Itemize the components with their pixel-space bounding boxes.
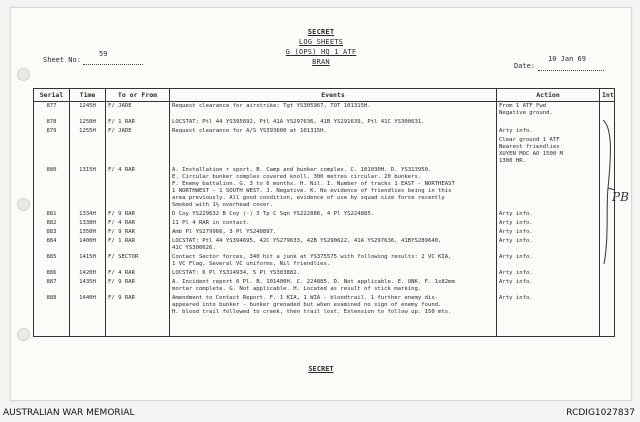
serial-cell: 887: [34, 278, 70, 294]
sheet-no-line: [83, 64, 143, 65]
log-row: [34, 228, 615, 237]
col-action: Action: [497, 89, 600, 102]
log-sheet: [10, 7, 632, 401]
events-cell: Request clearance for airstrike: Tgt YS305967, TOT 101315H.: [170, 102, 497, 119]
initials-annotation: PB: [612, 190, 629, 204]
serial-cell: [34, 136, 70, 166]
action-cell: Arty info.: [497, 269, 600, 278]
col-events: Events: [170, 89, 497, 102]
tofrom-cell: F/ 4 RAR: [106, 166, 170, 210]
events-cell: Request clearance for A/S YS393600 at 101315H.: [170, 127, 497, 136]
col-int: Int: [600, 89, 615, 102]
events-cell: Amendment to Contact Report. F. 1 KIA, 1 WIA - bloodtrail. 1 further enemy dis- appeared into bunker - bunker grenaded but when examined no sign of enemy found. H. blood trail followed to creek, then trail lost. Extension to follow up. 150 mts.: [170, 294, 497, 337]
unit-line: G (OPS) HQ 1 ATF: [285, 48, 357, 56]
tofrom-cell: [106, 136, 170, 166]
archive-credit: AUSTRALIAN WAR MEMORIAL: [3, 408, 135, 418]
action-cell: Arty info.: [497, 278, 600, 294]
events-cell: LOCSTAT: Ptl 44 YS394695, 42C YS279633, 42B YS290622, 41A YS297636, 41BYS289640, 41C YS300626.: [170, 237, 497, 253]
serial-cell: 886: [34, 269, 70, 278]
tofrom-cell: F/ 4 RAR: [106, 219, 170, 228]
action-cell: Arty info.: [497, 253, 600, 269]
tofrom-cell: F/ 9 RAR: [106, 294, 170, 337]
serial-cell: 881: [34, 210, 70, 219]
log-row: [34, 166, 615, 210]
time-cell: 1435H: [70, 278, 106, 294]
events-cell: LOCSTAT: Ptl 44 YS395692, Ptl 41A YS297636, 41B YS291639, Ptl 41C YS300631.: [170, 118, 497, 127]
serial-cell: 888: [34, 294, 70, 337]
tofrom-cell: F/ 9 RAR: [106, 278, 170, 294]
action-cell: Arty info.: [497, 228, 600, 237]
handwritten-brace-annotation: [599, 118, 629, 268]
classification-bottom: SECRET: [308, 365, 334, 373]
log-title: LOG SHEETS: [298, 38, 344, 46]
serial-cell: 878: [34, 118, 70, 127]
events-cell: Contact Sector forces, 340 hit a junk at YS375575 with following results: 2 VC KIA, 1 VC Flag, Several VC uniforms, Nil friendlies.: [170, 253, 497, 269]
events-cell: A. Incident report 6 Pl. B. 101400H. C. 224885. D. Not applicable. E. UNK. F. 1x82mm mortar complete. G. Not applicable. H. Located as result of stick marking.: [170, 278, 497, 294]
events-cell: [170, 136, 497, 166]
serial-cell: 884: [34, 237, 70, 253]
tofrom-cell: F/ SECTOR: [106, 253, 170, 269]
log-table: [33, 88, 615, 337]
action-cell: Arty info.: [497, 210, 600, 219]
serial-cell: 882: [34, 219, 70, 228]
int-cell: [600, 102, 615, 119]
action-cell: [497, 118, 600, 127]
date-label: Date:: [514, 62, 536, 70]
int-cell: [600, 278, 615, 294]
date-value: 10 Jan 69: [548, 55, 586, 63]
sheet-no-label: Sheet No:: [43, 56, 81, 64]
log-row: [34, 118, 615, 127]
log-row: [34, 294, 615, 337]
time-cell: 1415H: [70, 253, 106, 269]
log-row: [34, 219, 615, 228]
table-header-row: [34, 89, 615, 102]
tofrom-cell: F/ 1 RAR: [106, 118, 170, 127]
action-cell: Arty info.: [497, 237, 600, 253]
action-cell: From 1 ATF Fwd Negative ground.: [497, 102, 600, 119]
action-cell: Arty info.: [497, 127, 600, 136]
serial-cell: 879: [34, 127, 70, 136]
action-cell: Arty info.: [497, 219, 600, 228]
tofrom-cell: F/ 9 RAR: [106, 210, 170, 219]
tofrom-cell: F/ 9 RAR: [106, 228, 170, 237]
log-row: [34, 210, 615, 219]
col-time: Time: [70, 89, 106, 102]
time-cell: 1350H: [70, 228, 106, 237]
log-row: [34, 269, 615, 278]
log-row: [34, 278, 615, 294]
int-cell: [600, 294, 615, 337]
tofrom-cell: F/ JADE: [106, 102, 170, 119]
time-cell: 1440H: [70, 294, 106, 337]
events-cell: Amb Pl YS279966, 3 Pl YS240897.: [170, 228, 497, 237]
time-cell: 1334H: [70, 210, 106, 219]
time-cell: 1400H: [70, 237, 106, 253]
serial-cell: 883: [34, 228, 70, 237]
action-cell: Arty info.: [497, 294, 600, 337]
log-row: [34, 127, 615, 136]
time-cell: 1245H: [70, 102, 106, 119]
punch-hole: [17, 328, 30, 341]
date-line: [538, 70, 604, 71]
time-cell: 1315H: [70, 166, 106, 210]
action-cell: Clear ground 1 ATF Nearest friendlies XUYEN MOC AO 1500 M 1300 HR.: [497, 136, 600, 166]
time-cell: 1255H: [70, 127, 106, 136]
log-row: [34, 253, 615, 269]
time-cell: 1420H: [70, 269, 106, 278]
time-cell: [70, 136, 106, 166]
punch-hole: [17, 198, 30, 211]
events-cell: LOCSTAT: 6 Pl YS314934, 5 Pl YS303882.: [170, 269, 497, 278]
log-row: [34, 136, 615, 166]
serial-cell: 885: [34, 253, 70, 269]
classification-top: SECRET: [307, 28, 335, 36]
record-id: RCDIG1027837: [566, 408, 635, 418]
log-body: [34, 102, 615, 337]
events-cell: 11 Pl 4 RAR in contact.: [170, 219, 497, 228]
time-cell: 1338H: [70, 219, 106, 228]
time-cell: 1250H: [70, 118, 106, 127]
tofrom-cell: F/ 1 RAR: [106, 237, 170, 253]
events-cell: A. Installation r sport. B. Camp and bunker complex. C. 101030H. D. YS313950. E. Circular bunker complex covered knoll. 300 metres circular. 20 bunkers. F. Enemy battalion. G. 3 to 6 months. H. Nil. I. Number of tracks 1 EAST - NORTHEAST 1 NORTHWEST - 1 SOUTH WEST. J. Negative. K. No evidence of friendlies being in this area previously. All good condition, evidence of use by squad size force recently Smoked with 1½ overhead cover.: [170, 166, 497, 210]
tofrom-cell: F/ 4 RAR: [106, 269, 170, 278]
col-tofrom: To or From: [106, 89, 170, 102]
tofrom-cell: F/ JADE: [106, 127, 170, 136]
sheet-no-value: 59: [99, 50, 108, 58]
branch-line: BRAN: [312, 58, 330, 66]
serial-cell: 877: [34, 102, 70, 119]
events-cell: D Coy YS229632 B Coy (-) 3 Tp C Sqn YS222886, 4 Pl YS224885.: [170, 210, 497, 219]
action-cell: [497, 166, 600, 210]
serial-cell: 880: [34, 166, 70, 210]
col-serial: Serial: [34, 89, 70, 102]
log-row: [34, 102, 615, 119]
log-row: [34, 237, 615, 253]
int-cell: [600, 269, 615, 278]
punch-hole: [17, 68, 30, 81]
